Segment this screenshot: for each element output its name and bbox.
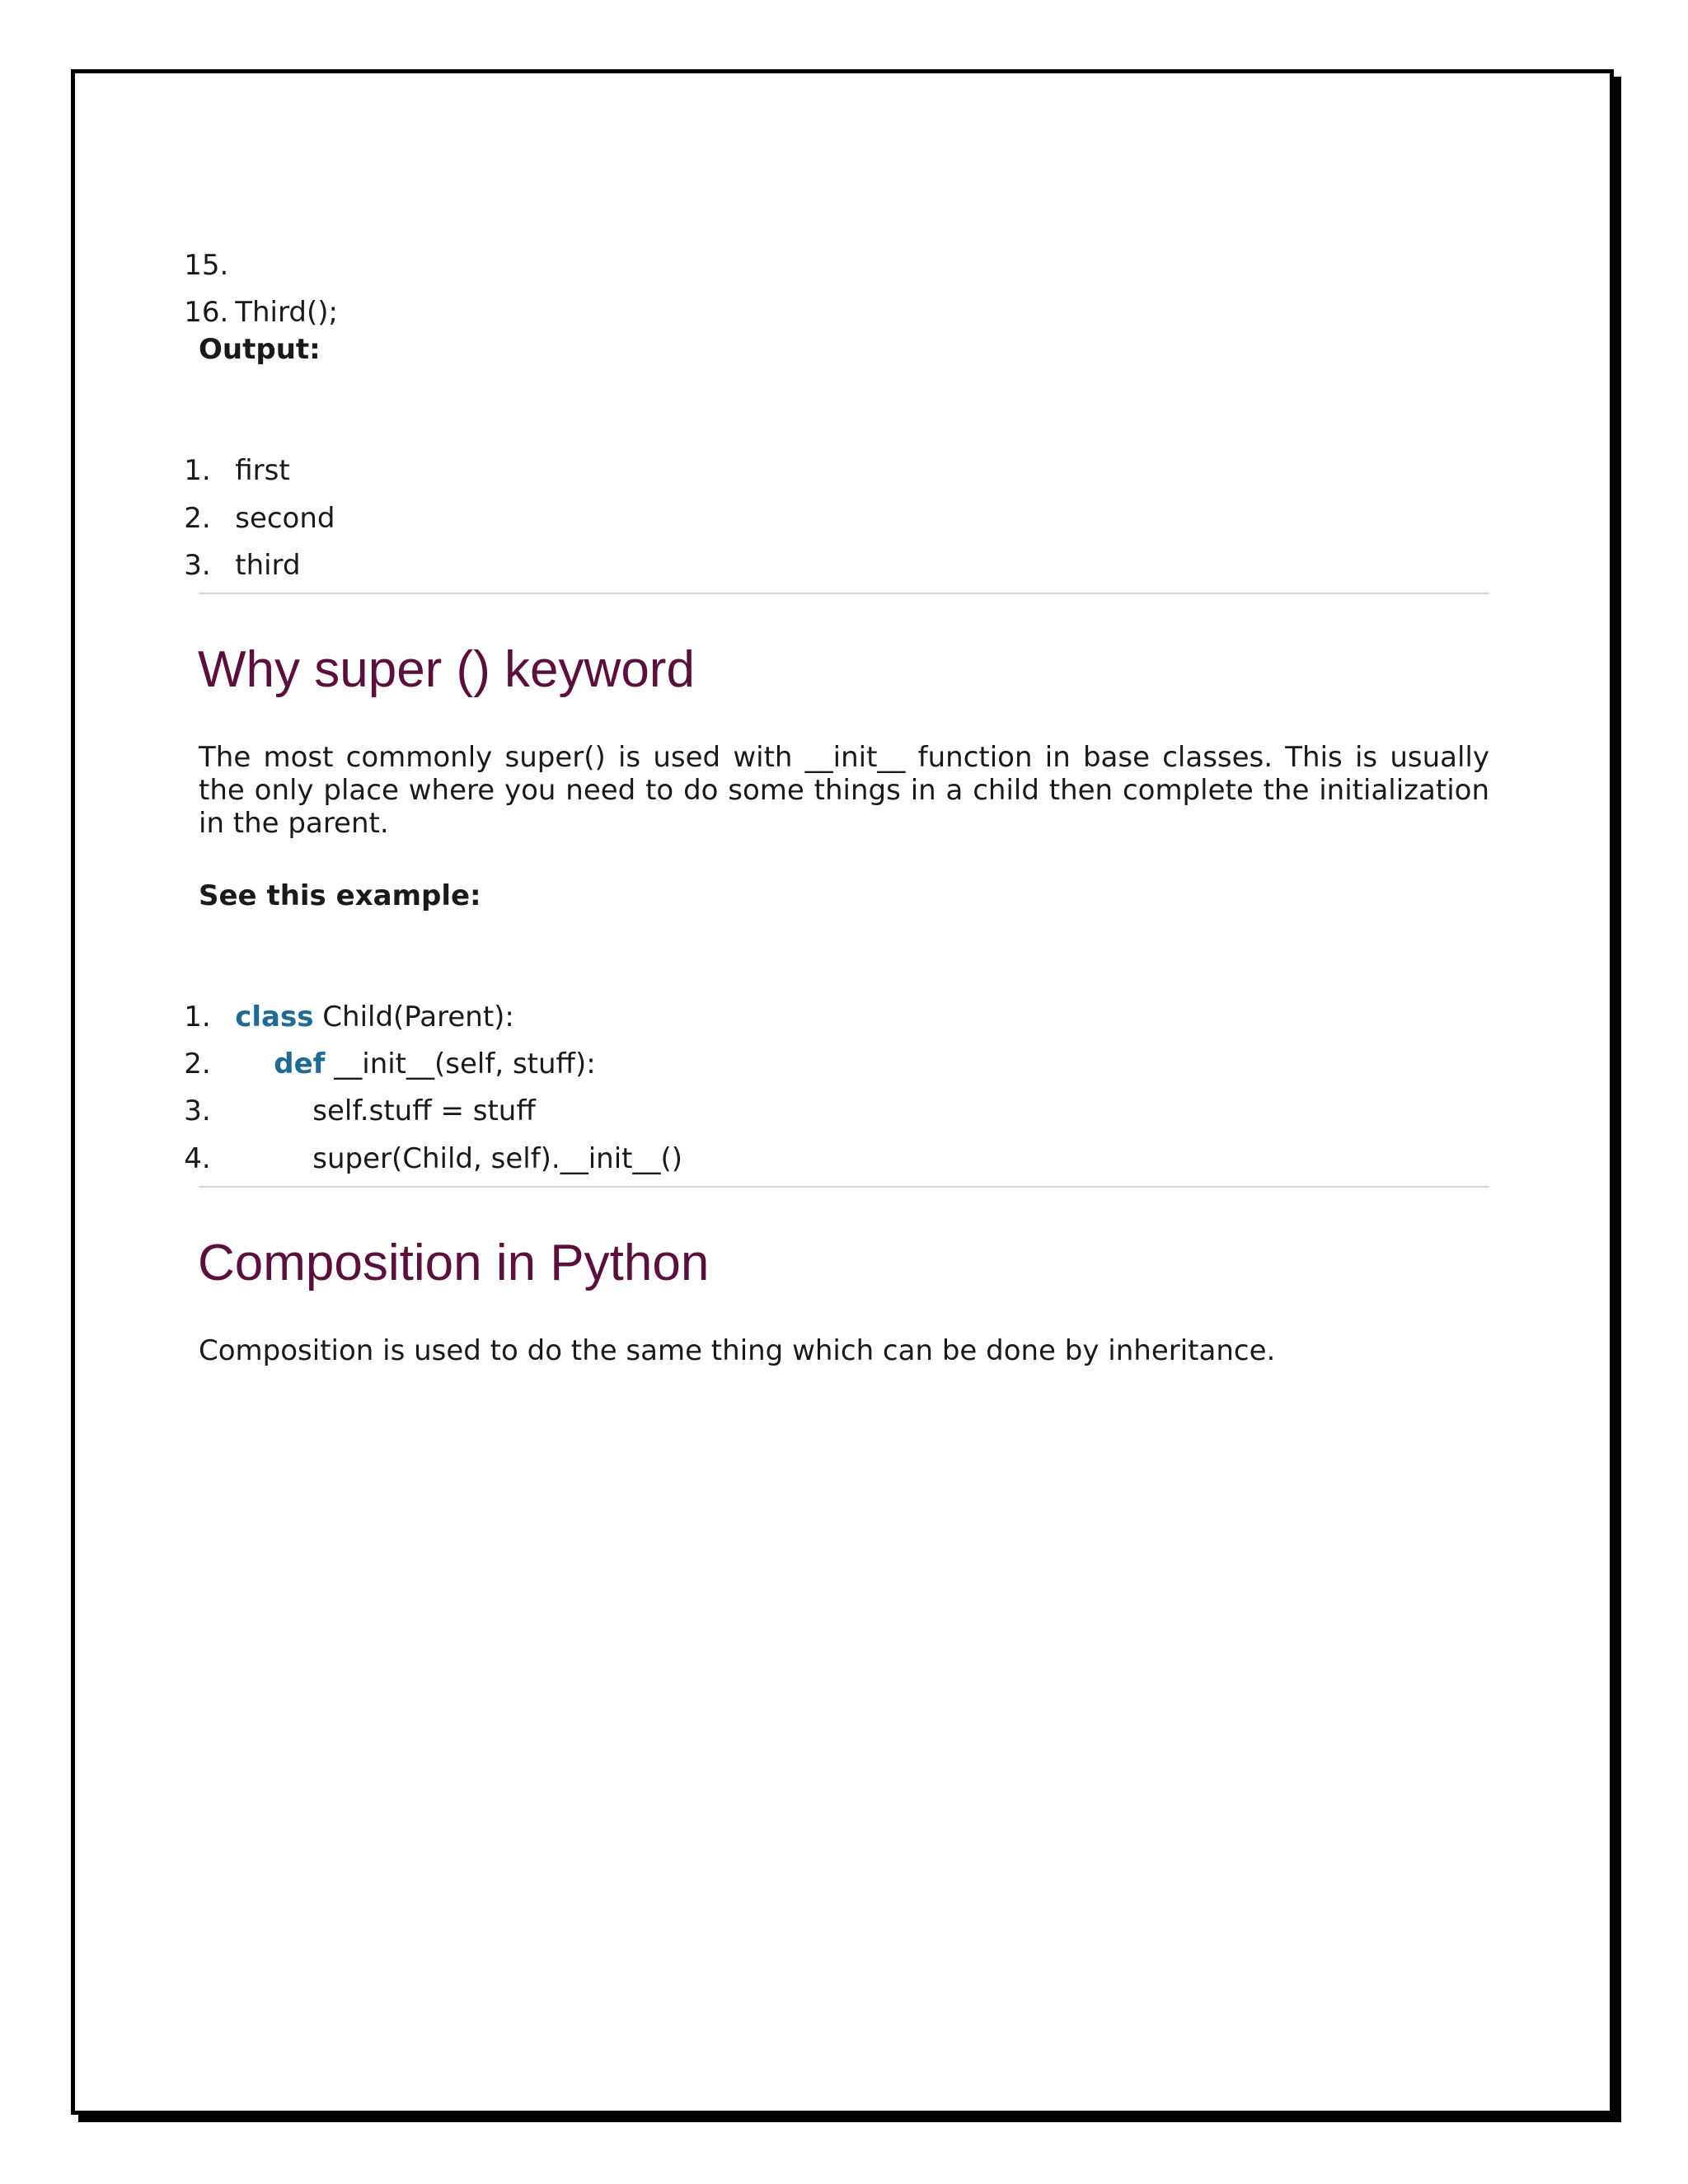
list-text: first	[235, 454, 290, 487]
list-text: third	[235, 549, 301, 582]
list-item	[148, 513, 301, 617]
code-text: Child(Parent):	[313, 1001, 514, 1033]
example-label: See this example:	[199, 879, 481, 912]
list-text: second	[235, 502, 335, 535]
code-keyword: def	[274, 1047, 326, 1080]
code-text: __init__(self, stuff):	[325, 1047, 596, 1080]
section-divider	[199, 593, 1489, 594]
section-divider	[199, 1186, 1489, 1188]
section-heading-super: Why super () keyword	[198, 641, 695, 698]
list-number: 15.	[184, 249, 229, 282]
code-text: super(Child, self).__init__()	[312, 1142, 683, 1175]
code-line	[148, 1107, 682, 1211]
line-number: 2.	[184, 1047, 211, 1080]
line-number: 1.	[184, 1001, 211, 1033]
list-number: 16.	[184, 296, 229, 329]
code-text: self.stuff = stuff	[312, 1094, 536, 1127]
section-paragraph-super: The most commonly super() is used with __init__ function in base classes. This is usually the only place where you need to do some things in a child then complete the initialization in the parent.	[199, 741, 1489, 840]
list-number: 3.	[184, 549, 211, 582]
section-heading-composition: Composition in Python	[198, 1235, 710, 1291]
list-number: 2.	[184, 502, 211, 535]
output-label: Output:	[199, 333, 321, 366]
line-number: 3.	[184, 1094, 211, 1127]
section-paragraph-composition: Composition is used to do the same thing which can be done by inheritance.	[199, 1334, 1276, 1367]
line-number: 4.	[184, 1142, 211, 1175]
code-keyword: class	[235, 1001, 314, 1033]
list-number: 1.	[184, 454, 211, 487]
list-text: Third();	[235, 296, 338, 329]
